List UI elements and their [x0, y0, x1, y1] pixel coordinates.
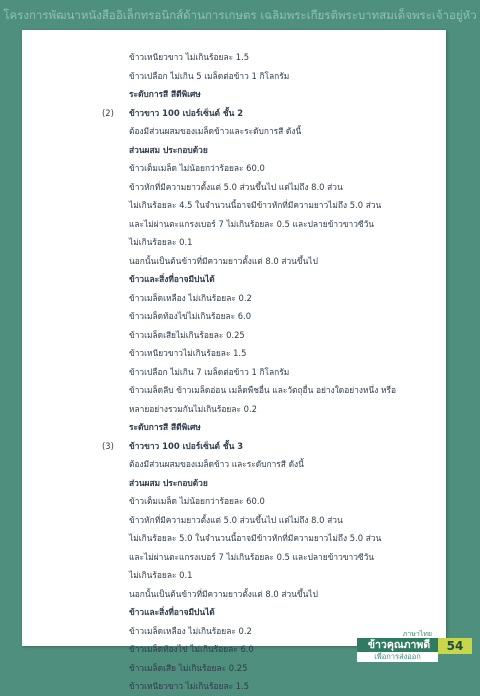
text-line: หลายอย่างรวมกันไม่เกินร้อยละ 0.2 — [129, 403, 257, 414]
text-line: ไม่เกินร้อยละ 0.1 — [129, 237, 193, 247]
text-line: ข้าวเปลือก ไม่เกิน 7 เมล็ดต่อข้าว 1 กิโลกรัม — [129, 366, 290, 377]
text-line: ไม่เกินร้อยละ 0.1 — [129, 570, 193, 580]
subheading-admixtures: ข้าวและสิ่งที่อาจมีปนได้ — [129, 607, 215, 617]
subheading-admixtures: ข้าวและสิ่งที่อาจมีปนได้ — [129, 274, 215, 284]
text-line: ข้าวเต็มเมล็ด ไม่น้อยกว่าร้อยละ 60.0 — [129, 496, 265, 506]
book-series-header: โครงการพัฒนาหนังสืออิเล็กทรอนิกส์ด้านการเกษตร เฉลิมพระเกียรติพระบาทสมเด็จพระเจ้าอยู่หัว — [0, 0, 480, 30]
subheading-composition: ส่วนผสม ประกอบด้วย — [129, 144, 208, 155]
subheading-composition: ส่วนผสม ประกอบด้วย — [129, 477, 208, 488]
page-content — [22, 48, 446, 696]
text-line: ข้าวเมล็ดเหลือง ไม่เกินร้อยละ 0.2 — [129, 292, 252, 303]
text-line: นอกนั้นเป็นต้นข้าวที่มีความยาวตั้งแต่ 8.0 ส่วนขึ้นไป — [129, 255, 318, 266]
brand-title: ข้าวคุณภาพดี — [367, 639, 431, 651]
text-line: นอกนั้นเป็นต้นข้าวที่มีความยาวตั้งแต่ 8.0 ส่วนขึ้นไป — [129, 588, 318, 599]
text-line: ต้องมีส่วนผสมของเมล็ดข้าวและระดับการสี ดังนี้ — [129, 126, 302, 136]
text-line: ข้าวเปลือก ไม่เกิน 5 เมล็ดต่อข้าว 1 กิโลกรัม — [129, 70, 290, 81]
book-brand-logo — [357, 630, 438, 662]
brand-top-text: ภาษาไทย — [402, 630, 432, 638]
text-line: ข้าวเมล็ดท้องไข่ ไม่เกินร้อยละ 6.0 — [129, 644, 254, 654]
page-number: 54 — [438, 638, 472, 654]
text-line: ข้าวหักที่มีความยาวตั้งแต่ 5.0 ส่วนขึ้นไป แต่ไม่ถึง 8.0 ส่วน — [129, 514, 343, 525]
section-heading-grade-2 — [22, 104, 446, 123]
brand-subtitle: เพื่อการส่งออก — [374, 652, 421, 661]
subheading-milling-degree: ระดับการสี สีดีพิเศษ — [129, 422, 201, 432]
subheading-milling-degree: ระดับการสี สีดีพิเศษ — [129, 89, 201, 99]
section-number: (3) — [102, 440, 114, 451]
text-line: และไม่ผ่านตะแกรงเบอร์ 7 ไม่เกินร้อยละ 0.5 และปลายข้าวขาวซีวัน — [129, 218, 375, 229]
text-line: ข้าวเหนียวขาวไม่เกินร้อยละ 1.5 — [129, 348, 247, 358]
text-line: ข้าวเมล็ดเหลือง ไม่เกินร้อยละ 0.2 — [129, 625, 252, 636]
text-line: ข้าวเต็มเมล็ด ไม่น้อยกว่าร้อยละ 60.0 — [129, 163, 265, 173]
section-title: ข้าวขาว 100 เปอร์เซ็นต์ ชั้น 2 — [129, 107, 244, 118]
text-line: ข้าวเมล็ดเสีย ไม่เกินร้อยละ 0.25 — [129, 662, 248, 673]
text-line: ไม่เกินร้อยละ 5.0 ในจำนวนนี้อาจมีข้าวหักที่มีความยาวไม่ถึง 5.0 ส่วน — [129, 533, 382, 543]
section-heading-grade-3 — [22, 437, 446, 456]
text-line: ต้องมีส่วนผสมของเมล็ดข้าว และระดับการสี ดังนี้ — [129, 459, 304, 469]
text-line: และไม่ผ่านตะแกรงเบอร์ 7 ไม่เกินร้อยละ 0.5 และปลายข้าวขาวซีวัน — [129, 551, 375, 562]
text-line: ข้าวเมล็ดท้องไข่ไม่เกินร้อยละ 6.0 — [129, 311, 252, 321]
text-line: ข้าวเหนียวขาว ไม่เกินร้อยละ 1.5 — [129, 52, 250, 62]
section-number: (2) — [102, 107, 114, 118]
text-line: ข้าวหักที่มีความยาวตั้งแต่ 5.0 ส่วนขึ้นไป แต่ไม่ถึง 8.0 ส่วน — [129, 181, 343, 192]
text-line: ข้าวเหนียวขาว ไม่เกินร้อยละ 1.5 — [129, 681, 250, 691]
section-title: ข้าวขาว 100 เปอร์เซ็นต์ ชั้น 3 — [129, 440, 244, 451]
text-line: ข้าวเมล็ดลีบ ข้าวเมล็ดอ่อน เมล็ดพืชอื่น และวัตถุอื่น อย่างใดอย่างหนึ่ง หรือ — [129, 385, 396, 395]
text-line: ไม่เกินร้อยละ 4.5 ในจำนวนนี้อาจมีข้าวหักที่มีความยาวไม่ถึง 5.0 ส่วน — [129, 200, 382, 210]
text-line: ข้าวเมล็ดเสียไม่เกินร้อยละ 0.25 — [129, 329, 245, 340]
